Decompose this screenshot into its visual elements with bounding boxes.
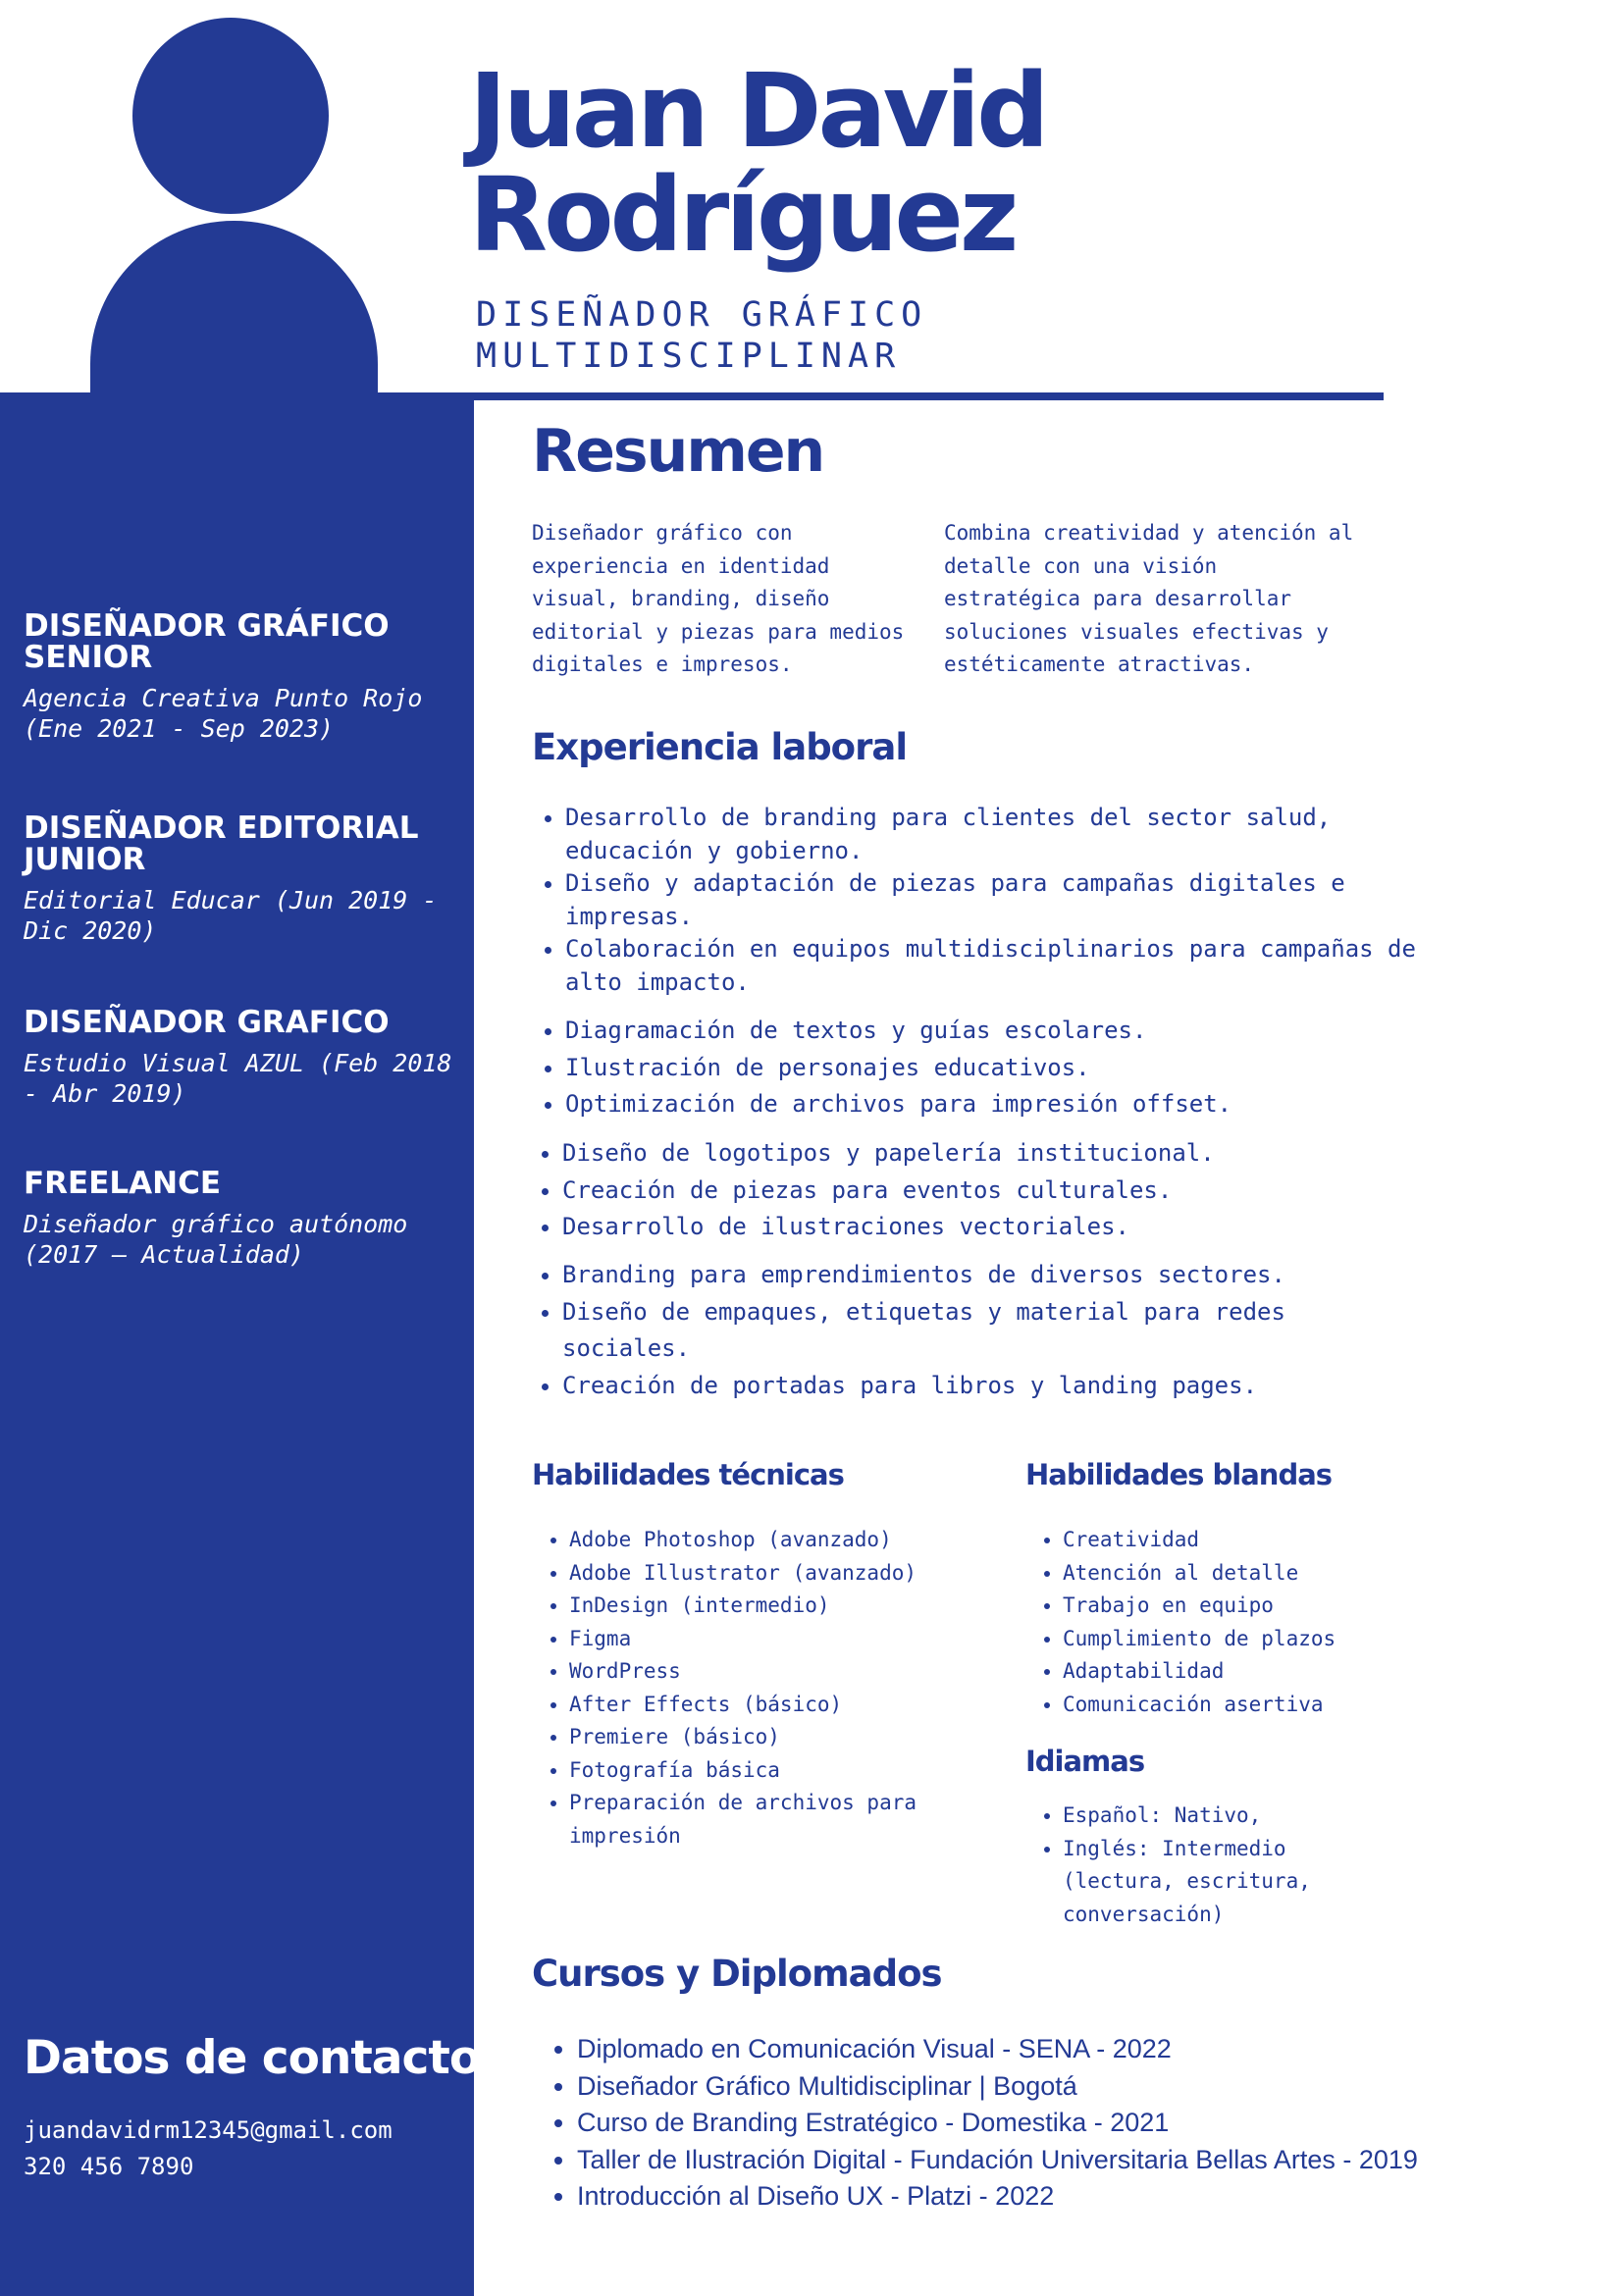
list-item: • Adobe Photoshop (avanzado): [569, 1524, 981, 1557]
tech-skills-heading: Habilidades técnicas: [532, 1458, 844, 1491]
list-item: • Comunicación asertiva: [1063, 1689, 1436, 1722]
list-item: • Adobe Illustrator (avanzado): [569, 1557, 981, 1591]
contact-phone: 320 456 7890: [24, 2153, 194, 2180]
courses-list: [546, 2031, 1617, 2216]
languages-heading: Idiamas: [1025, 1745, 1145, 1778]
list-item: • Branding para emprendimientos de diversos sectores.: [562, 1257, 1426, 1294]
sidebar-job-4: [24, 1168, 455, 1270]
list-item: • Inglés: Intermedio (lectura, escritura, conversación): [1063, 1833, 1357, 1932]
list-item: • Desarrollo de ilustraciones vectoriales.: [562, 1209, 1426, 1246]
experience-heading: Experiencia laboral: [532, 726, 908, 768]
contact-email: juandavidrm12345@gmail.com: [24, 2116, 393, 2144]
name-line-2: Rodríguez: [469, 155, 1016, 275]
courses-heading: Cursos y Diplomados: [532, 1953, 942, 1995]
languages-list: [1029, 1800, 1357, 1931]
list-item: • Curso de Branding Estratégico - Domestika - 2021: [577, 2105, 1617, 2142]
list-item: • Diplomado en Comunicación Visual - SENA - 2022: [577, 2031, 1617, 2068]
list-item: • Figma: [569, 1623, 981, 1656]
list-item: • Preparación de archivos para impresión: [569, 1787, 981, 1852]
list-item: • InDesign (intermedio): [569, 1590, 981, 1623]
list-item: • Colaboración en equipos multidisciplinarios para campañas de alto impacto.: [565, 933, 1429, 999]
tech-skills-list: [536, 1524, 981, 1852]
list-item: • Cumplimiento de plazos: [1063, 1623, 1436, 1656]
list-item: • Fotografía básica: [569, 1754, 981, 1788]
list-item: • After Effects (básico): [569, 1689, 981, 1722]
list-item: • Diseño de empaques, etiquetas y material para redes sociales.: [562, 1294, 1426, 1368]
experience-list-3: [529, 1135, 1426, 1246]
list-item: • Ilustración de personajes educativos.: [565, 1050, 1429, 1087]
list-item: • Trabajo en equipo: [1063, 1590, 1436, 1623]
soft-skills-list: [1029, 1524, 1436, 1721]
list-item: • Diseño y adaptación de piezas para campañas digitales e impresas.: [565, 867, 1429, 933]
list-item: • Introducción al Diseño UX - Platzi - 2022: [577, 2178, 1617, 2216]
list-item: • Creación de portadas para libros y landing pages.: [562, 1368, 1426, 1405]
list-item: • Diagramación de textos y guías escolares.: [565, 1013, 1429, 1050]
avatar-body: [90, 221, 378, 407]
role-line-2: MULTIDISCIPLINAR: [476, 337, 902, 376]
experience-list-2: [532, 1013, 1429, 1123]
contact-heading: Datos de contacto: [24, 2031, 481, 2085]
job-role: [476, 294, 927, 377]
job-detail: Editorial Educar (Jun 2019 - Dic 2020): [24, 886, 438, 945]
summary-heading: Resumen: [532, 417, 824, 486]
list-item: • Creación de piezas para eventos culturales.: [562, 1173, 1426, 1210]
list-item: • Optimización de archivos para impresión offset.: [565, 1086, 1429, 1123]
sidebar-job-2: [24, 812, 455, 946]
job-detail: Estudio Visual AZUL (Feb 2018 - Abr 2019): [24, 1049, 452, 1108]
job-detail: Diseñador gráfico autónomo (2017 – Actualidad): [24, 1210, 408, 1269]
job-title: DISEÑADOR EDITORIAL JUNIOR: [24, 810, 419, 877]
job-title: FREELANCE: [24, 1166, 222, 1201]
list-item: • Diseñador Gráfico Multidisciplinar | Bogotá: [577, 2068, 1617, 2106]
job-title: DISEÑADOR GRÁFICO SENIOR: [24, 608, 390, 675]
name-line-1: Juan David: [469, 51, 1046, 171]
soft-skills-heading: Habilidades blandas: [1025, 1458, 1333, 1491]
sidebar-job-3: [24, 1007, 455, 1109]
list-item: • Desarrollo de branding para clientes del sector salud, educación y gobierno.: [565, 802, 1429, 867]
experience-list-4: [529, 1257, 1426, 1404]
experience-list-1: [532, 802, 1429, 999]
full-name: [469, 51, 1046, 275]
list-item: • Taller de Ilustración Digital - Fundación Universitaria Bellas Artes - 2019: [577, 2142, 1617, 2179]
list-item: • Premiere (básico): [569, 1721, 981, 1754]
summary-col-1: Diseñador gráfico con experiencia en identidad visual, branding, diseño editorial y piezas para medios digitales e impresos.: [532, 521, 905, 676]
summary-col-2: Combina creatividad y atención al detalle con una visión estratégica para desarrollar soluciones visuales efectivas y estéticamente atractivas.: [944, 521, 1354, 676]
list-item: • Español: Nativo,: [1063, 1800, 1357, 1833]
list-item: • Atención al detalle: [1063, 1557, 1436, 1591]
avatar-head: [132, 18, 329, 214]
sidebar-job-1: [24, 610, 455, 744]
list-item: • Adaptabilidad: [1063, 1655, 1436, 1689]
job-title: DISEÑADOR GRAFICO: [24, 1005, 390, 1040]
list-item: • WordPress: [569, 1655, 981, 1689]
list-item: • Creatividad: [1063, 1524, 1436, 1557]
header-divider: [0, 392, 1384, 400]
job-detail: Agencia Creativa Punto Rojo (Ene 2021 - Sep 2023): [24, 684, 423, 743]
list-item: • Diseño de logotipos y papelería institucional.: [562, 1135, 1426, 1173]
role-line-1: DISEÑADOR GRÁFICO: [476, 295, 928, 335]
